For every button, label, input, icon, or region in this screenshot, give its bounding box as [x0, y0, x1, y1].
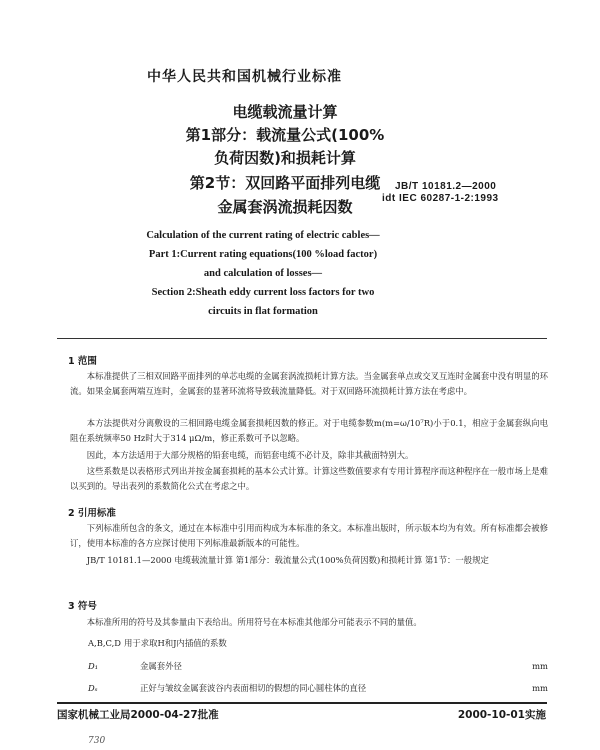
title-en-line-1: Calculation of the current rating of electric cables—: [146, 230, 380, 241]
scope-paragraph-2: 本方法提供对分离敷设的三相回路电缆金属套损耗因数的修正。对于电缆参数m(m=ω/10⁷R)小于0.1，相应于金属套纵向电阻在系统频率50 Hz时大于314 μΩ/m，修正系数可予以忽略。: [70, 418, 548, 443]
symbol-unit: mm: [532, 661, 548, 671]
approval-date: 国家机械工业局2000-04-27批准: [57, 709, 219, 721]
symbol-description: 金属套外径: [140, 661, 182, 671]
symbol-description: 正好与皱纹金属套波谷内表面相切的假想的同心圆柱体的直径: [140, 683, 367, 693]
referenced-standard: JB/T 10181.1—2000 电缆载流量计算 第1部分：载流量公式(100%负荷因数)和损耗计算 第1节：一般规定: [86, 555, 489, 565]
references-paragraph: 下列标准所包含的条文，通过在本标准中引用而构成为本标准的条文。本标准出版时，所示版本均为有效。所有标准都会被修订，使用本标准的各方应探讨使用下列标准最新版本的可能性。: [70, 523, 548, 548]
symbol-code: D₁: [88, 661, 99, 671]
title-en-line-4: Section 2:Sheath eddy current loss factors for two: [151, 287, 375, 298]
symbol-unit: mm: [532, 683, 548, 693]
symbol-row: [70, 659, 548, 674]
title-cn-line-3: 负荷因数)和损耗计算: [214, 149, 356, 167]
title-en-line-5: circuits in flat formation: [208, 306, 318, 317]
footer-divider: [57, 702, 547, 704]
title-en-line-3: and calculation of losses—: [203, 268, 323, 279]
industry-standard-heading: 中华人民共和国机械行业标准: [147, 69, 342, 85]
symbol-code: Dₛ: [88, 683, 98, 693]
section-heading-scope: 1 范围: [68, 356, 97, 367]
header-divider: [57, 338, 547, 339]
symbol-row: [70, 636, 548, 651]
adopted-standard-number: idt IEC 60287-1-2:1993: [382, 193, 499, 204]
title-cn-line-2: 第1部分：载流量公式(100%: [185, 126, 385, 144]
symbol-row: [70, 681, 548, 696]
title-cn-line-4: 第2节：双回路平面排列电缆: [189, 174, 381, 192]
symbol-description: 用于求取H和J内插值的系数: [124, 638, 227, 648]
title-en-line-2: Part 1:Current rating equations(100 %load factor): [148, 249, 378, 260]
symbol-code: A,B,C,D: [88, 638, 122, 648]
symbols-intro: 本标准所用的符号及其参量由下表给出。所用符号在本标准其他部分可能表示不同的量值。: [86, 617, 422, 627]
effective-date: 2000-10-01实施: [457, 709, 546, 721]
section-heading-references: 2 引用标准: [68, 508, 116, 519]
scope-paragraph-4: 这些系数是以表格形式列出并按金属套损耗的基本公式计算。计算这些数值要求有专用计算程序而这种程序在一般市场上是难以买到的。导出表列的系数简化公式在考虑之中。: [70, 466, 548, 491]
page-number: 730: [88, 736, 106, 746]
title-cn-line-5: 金属套涡流损耗因数: [217, 198, 353, 216]
scope-paragraph-3: 因此，本方法适用于大部分规格的铅套电缆，而铝套电缆不必计及，除非其截面特别大。: [86, 450, 414, 460]
scope-paragraph-1: 本标准提供了三相双回路平面排列的单芯电缆的金属套涡流损耗计算方法。当金属套单点或交叉互连时金属套中没有明显的环流。如果金属套两端互连时，金属套的显著环流将导致载流量降低。对于双回路环流损耗计算方法在考虑中。: [70, 371, 548, 396]
section-heading-symbols: 3 符号: [68, 601, 97, 612]
standard-number: JB/T 10181.2—2000: [395, 181, 497, 192]
title-cn-line-1: 电缆载流量计算: [232, 103, 338, 121]
